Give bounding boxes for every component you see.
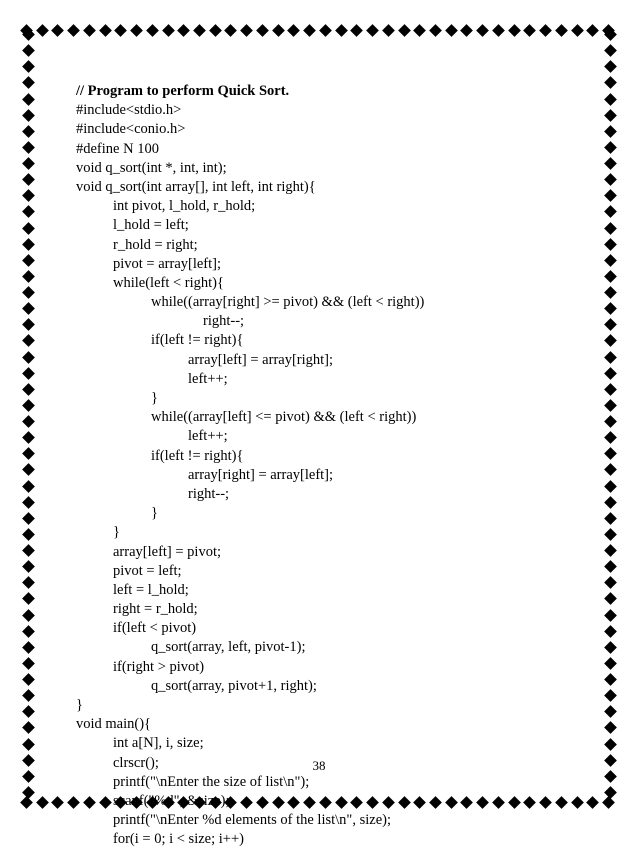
border-diamond [22, 722, 35, 735]
border-diamond [36, 24, 49, 37]
border-diamond [429, 24, 442, 37]
code-line: pivot = array[left]; [113, 255, 222, 272]
border-diamond [146, 24, 159, 37]
code-line: } [151, 505, 158, 522]
border-diamond [22, 383, 35, 396]
border-diamond [22, 206, 35, 219]
border-diamond [162, 24, 175, 37]
border-diamond [22, 302, 35, 315]
code-line: q_sort(array, pivot+1, right); [151, 677, 317, 694]
border-diamond [22, 270, 35, 283]
code-line: while(left < right){ [113, 274, 224, 291]
border-diamond [99, 24, 112, 37]
border-diamond [130, 24, 143, 37]
border-diamond [319, 24, 332, 37]
border-diamond [604, 399, 617, 412]
border-diamond [22, 399, 35, 412]
border-diamond [22, 415, 35, 428]
border-diamond [604, 480, 617, 493]
border-diamond [22, 254, 35, 267]
border-diamond [604, 657, 617, 670]
code-line: for(i = 0; i < size; i++) [113, 831, 244, 848]
border-diamond [22, 496, 35, 509]
code-line: left++; [188, 428, 228, 445]
border-diamond [177, 24, 190, 37]
border-diamond [22, 141, 35, 154]
border-diamond [22, 189, 35, 202]
code-line: left++; [188, 370, 228, 387]
border-diamond [22, 318, 35, 331]
border-diamond [476, 24, 489, 37]
border-diamond [83, 24, 96, 37]
border-diamond [604, 641, 617, 654]
border-right [604, 30, 618, 800]
border-diamond [604, 125, 617, 138]
border-diamond [209, 24, 222, 37]
code-line: array[right] = array[left]; [188, 466, 334, 483]
border-diamond [366, 24, 379, 37]
page-number: 38 [312, 758, 326, 773]
border-diamond [22, 464, 35, 477]
border-diamond [22, 93, 35, 106]
border-diamond [604, 560, 617, 573]
border-diamond [22, 625, 35, 638]
code-line: printf("\nEnter the size of list\n"); [113, 773, 310, 790]
border-diamond [22, 109, 35, 122]
border-diamond [22, 28, 35, 41]
border-diamond [461, 24, 474, 37]
border-diamond [22, 528, 35, 541]
code-line: right = r_hold; [113, 601, 198, 618]
border-diamond [22, 222, 35, 235]
border-diamond [22, 77, 35, 90]
border-diamond [604, 528, 617, 541]
border-diamond [22, 60, 35, 73]
border-diamond [22, 44, 35, 57]
code-line: clrscr(); [113, 754, 159, 771]
border-diamond [604, 786, 617, 799]
border-diamond [240, 24, 253, 37]
border-diamond [52, 796, 65, 809]
border-diamond [115, 24, 128, 37]
border-diamond [604, 189, 617, 202]
code-line: } [113, 524, 120, 541]
border-diamond [52, 24, 65, 37]
border-diamond [604, 705, 617, 718]
border-diamond [539, 24, 552, 37]
border-diamond [604, 318, 617, 331]
border-diamond [22, 351, 35, 364]
border-diamond [604, 593, 617, 606]
border-diamond [555, 24, 568, 37]
border-diamond [604, 367, 617, 380]
border-diamond [604, 415, 617, 428]
border-diamond [604, 77, 617, 90]
border-diamond [36, 796, 49, 809]
border-diamond [445, 24, 458, 37]
border-diamond [604, 254, 617, 267]
code-line: void q_sort(int array[], int left, int right){ [76, 178, 316, 195]
border-diamond [22, 173, 35, 186]
code-line: } [151, 390, 158, 406]
border-diamond [22, 705, 35, 718]
border-diamond [272, 24, 285, 37]
border-diamond [256, 24, 269, 37]
border-diamond [22, 544, 35, 557]
border-diamond [492, 24, 505, 37]
border-diamond [571, 24, 584, 37]
code-line: q_sort(array, left, pivot-1); [151, 639, 306, 656]
code-listing [76, 82, 596, 850]
code-line: #include<conio.h> [76, 121, 186, 138]
border-diamond [604, 689, 617, 702]
border-diamond [604, 270, 617, 283]
code-line: right--; [203, 313, 245, 330]
border-diamond [288, 24, 301, 37]
border-diamond [604, 544, 617, 557]
code-line: #define N 100 [76, 140, 159, 157]
border-diamond [335, 24, 348, 37]
code-line: l_hold = left; [113, 217, 189, 234]
code-line: if(left != right){ [151, 332, 244, 349]
border-diamond [604, 431, 617, 444]
border-diamond [22, 125, 35, 138]
border-diamond [604, 673, 617, 686]
border-diamond [604, 609, 617, 622]
border-diamond [22, 335, 35, 348]
border-diamond [413, 24, 426, 37]
code-line: void main(){ [76, 716, 152, 733]
border-diamond [604, 93, 617, 106]
border-diamond [382, 24, 395, 37]
code-line: void q_sort(int *, int, int); [76, 159, 227, 176]
border-diamond [604, 738, 617, 751]
border-diamond [604, 60, 617, 73]
border-diamond [22, 738, 35, 751]
border-diamond [22, 447, 35, 460]
border-diamond [604, 302, 617, 315]
border-diamond [22, 673, 35, 686]
code-line: while((array[left] <= pivot) && (left < right)) [151, 409, 417, 426]
border-diamond [22, 512, 35, 525]
border-diamond [22, 609, 35, 622]
border-diamond [303, 24, 316, 37]
code-line: scanf("%d", &size); [113, 792, 230, 809]
code-line: pivot = left; [113, 562, 182, 579]
code-line: #include<stdio.h> [76, 102, 182, 119]
border-diamond [22, 593, 35, 606]
border-diamond [604, 173, 617, 186]
border-diamond [604, 141, 617, 154]
border-diamond [604, 238, 617, 251]
border-diamond [604, 722, 617, 735]
border-diamond [604, 28, 617, 41]
border-diamond [22, 689, 35, 702]
border-diamond [22, 431, 35, 444]
code-line: } [76, 697, 83, 713]
code-line: printf("\nEnter %d elements of the list\n", size); [113, 812, 391, 829]
border-diamond [604, 576, 617, 589]
border-diamond [398, 24, 411, 37]
border-diamond [604, 335, 617, 348]
border-diamond [604, 157, 617, 170]
border-diamond [22, 157, 35, 170]
border-diamond [22, 367, 35, 380]
border-diamond [22, 560, 35, 573]
program-title: // Program to perform Quick Sort. [76, 83, 290, 99]
code-line: r_hold = right; [113, 236, 198, 253]
code-line: int pivot, l_hold, r_hold; [113, 198, 256, 215]
border-diamond [350, 24, 363, 37]
border-diamond [225, 24, 238, 37]
border-diamond [586, 24, 599, 37]
code-line: array[left] = array[right]; [188, 351, 334, 368]
border-diamond [604, 351, 617, 364]
border-diamond [22, 786, 35, 799]
code-line: right--; [188, 485, 230, 502]
code-line: array[left] = pivot; [113, 543, 222, 560]
border-diamond [22, 286, 35, 299]
code-line: if(right > pivot) [113, 658, 205, 675]
border-diamond [604, 383, 617, 396]
border-diamond [523, 24, 536, 37]
border-diamond [22, 480, 35, 493]
border-diamond [22, 238, 35, 251]
border-diamond [604, 625, 617, 638]
border-diamond [22, 657, 35, 670]
code-line: if(left < pivot) [113, 620, 197, 637]
border-left [22, 30, 36, 800]
border-diamond [67, 24, 80, 37]
border-diamond [604, 286, 617, 299]
border-diamond [604, 222, 617, 235]
border-diamond [604, 44, 617, 57]
border-diamond [604, 447, 617, 460]
code-line: left = l_hold; [113, 581, 189, 598]
code-line: if(left != right){ [151, 447, 244, 464]
code-line: while((array[right] >= pivot) && (left < right)) [151, 294, 425, 311]
border-diamond [604, 109, 617, 122]
border-diamond [604, 512, 617, 525]
border-diamond [508, 24, 521, 37]
border-diamond [604, 496, 617, 509]
border-top [22, 24, 616, 38]
code-line: int a[N], i, size; [113, 735, 204, 752]
border-diamond [22, 641, 35, 654]
border-diamond [22, 576, 35, 589]
border-diamond [193, 24, 206, 37]
border-diamond [604, 206, 617, 219]
border-diamond [604, 464, 617, 477]
